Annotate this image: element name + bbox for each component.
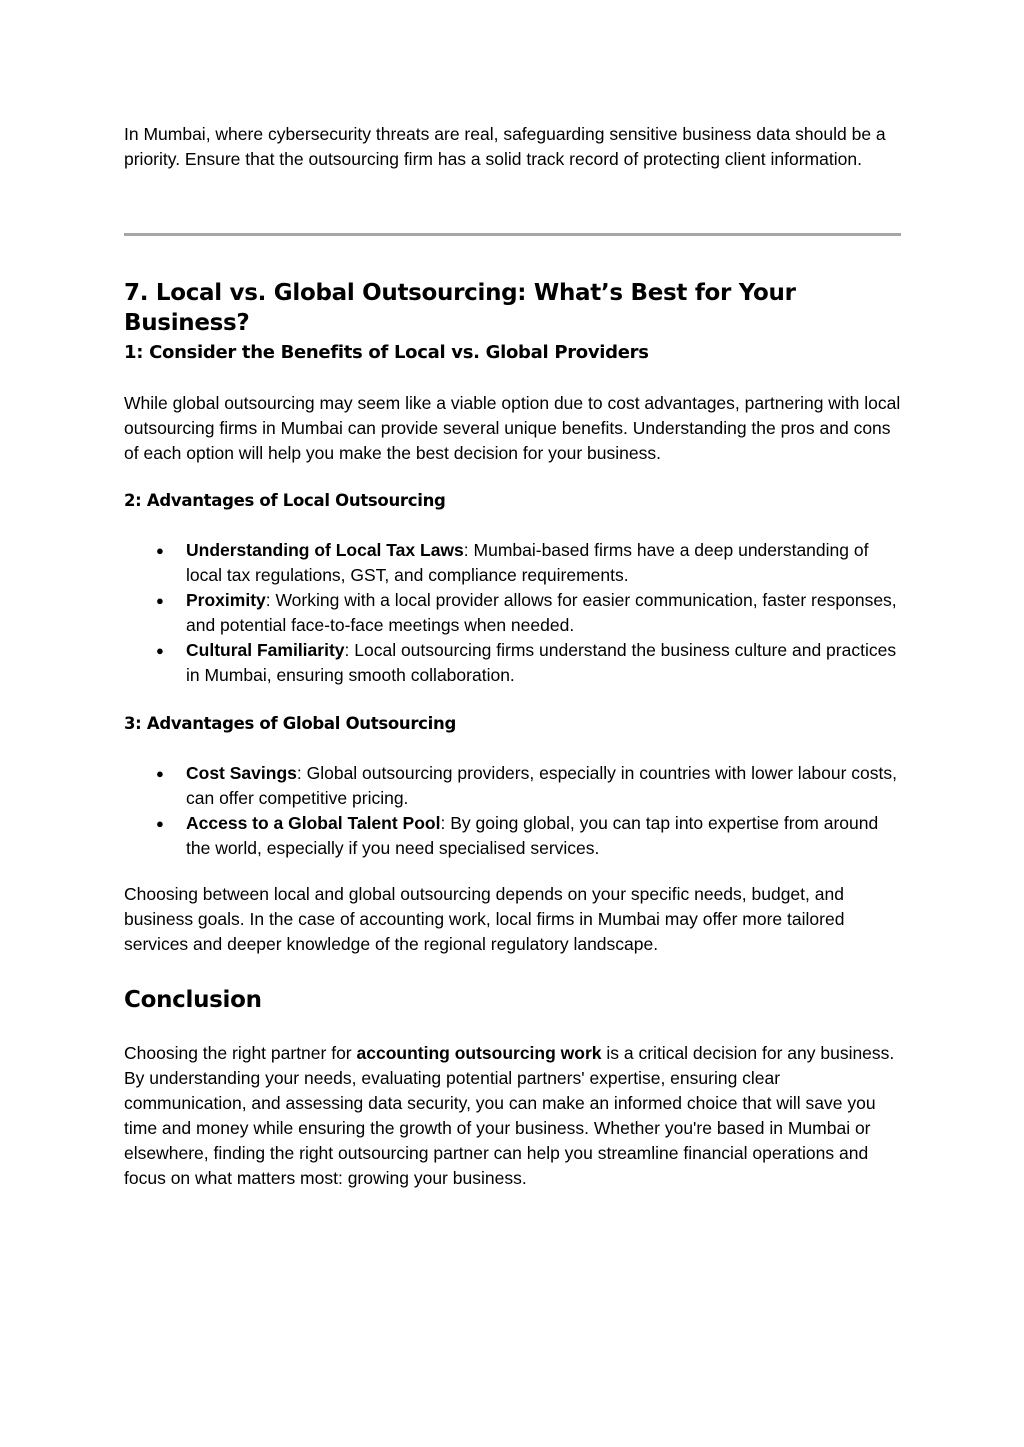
- list-item: [124, 588, 901, 638]
- sub-1-paragraph: While global outsourcing may seem like a viable option due to cost advantages, partnering with local outsourcing firms in Mumbai can provide several unique benefits. Understanding the pros and cons of each option will help you make the best decision for your business.: [124, 393, 901, 463]
- sub-heading-3: 3: Advantages of Global Outsourcing: [124, 714, 456, 733]
- conclusion-heading: Conclusion: [124, 987, 262, 1013]
- list-item-title: Cost Savings: [186, 763, 297, 783]
- section-7-heading: 7. Local vs. Global Outsourcing: What’s Best for Your Business?: [124, 280, 796, 336]
- bullet-icon: ●: [156, 766, 164, 781]
- intro-paragraph: In Mumbai, where cybersecurity threats are real, safeguarding sensitive business data should be a priority. Ensure that the outsourcing firm has a solid track record of protecting client information.: [124, 124, 886, 169]
- bullet-icon: ●: [156, 543, 164, 558]
- list-item: [124, 811, 901, 861]
- list-item: [124, 638, 901, 688]
- bullet-icon: ●: [156, 816, 164, 831]
- list-item: [124, 761, 901, 811]
- bullet-icon: ●: [156, 643, 164, 658]
- closing-paragraph: Choosing between local and global outsourcing depends on your specific needs, budget, and business goals. In the case of accounting work, local firms in Mumbai may offer more tailored services and deeper knowledge of the regional regulatory landscape.: [124, 884, 845, 954]
- list-item-text: : By going global, you can tap into expertise from around the world, especially if you need specialised services.: [186, 813, 879, 858]
- conclusion-text-after: is a critical decision for any business. By understanding your needs, evaluating potential partners' expertise, ensuring clear communication, and assessing data security, you can make an informed choice that will save you time and money while ensuring the growth of your business. Whether you're based in Mumbai or elsewhere, finding the right outsourcing partner can help you streamline financial operations and focus on what matters most: growing your business.: [124, 1043, 895, 1188]
- sub-heading-2: 2: Advantages of Local Outsourcing: [124, 491, 446, 510]
- list-item-text: : Local outsourcing firms understand the business culture and practices in Mumbai, ensuring smooth collaboration.: [186, 640, 897, 685]
- conclusion-keyword: accounting outsourcing work: [356, 1043, 602, 1063]
- local-advantages-list: [124, 538, 901, 688]
- conclusion-text-before: Choosing the right partner for: [124, 1043, 357, 1063]
- sub-heading-1: 1: Consider the Benefits of Local vs. Global Providers: [124, 342, 649, 363]
- conclusion-paragraph: [124, 1041, 901, 1191]
- list-item-title: Proximity: [186, 590, 266, 610]
- global-advantages-list: [124, 761, 901, 861]
- list-item-text: : Mumbai-based firms have a deep understanding of local tax regulations, GST, and compliance requirements.: [186, 540, 869, 585]
- list-item-text: : Global outsourcing providers, especially in countries with lower labour costs, can offer competitive pricing.: [186, 763, 898, 808]
- section-divider: [124, 233, 901, 236]
- list-item-title: Understanding of Local Tax Laws: [186, 540, 464, 560]
- list-item-title: Cultural Familiarity: [186, 640, 345, 660]
- list-item-title: Access to a Global Talent Pool: [186, 813, 441, 833]
- bullet-icon: ●: [156, 593, 164, 608]
- list-item-text: : Working with a local provider allows for easier communication, faster responses, and potential face-to-face meetings when needed.: [186, 590, 897, 635]
- list-item: [124, 538, 901, 588]
